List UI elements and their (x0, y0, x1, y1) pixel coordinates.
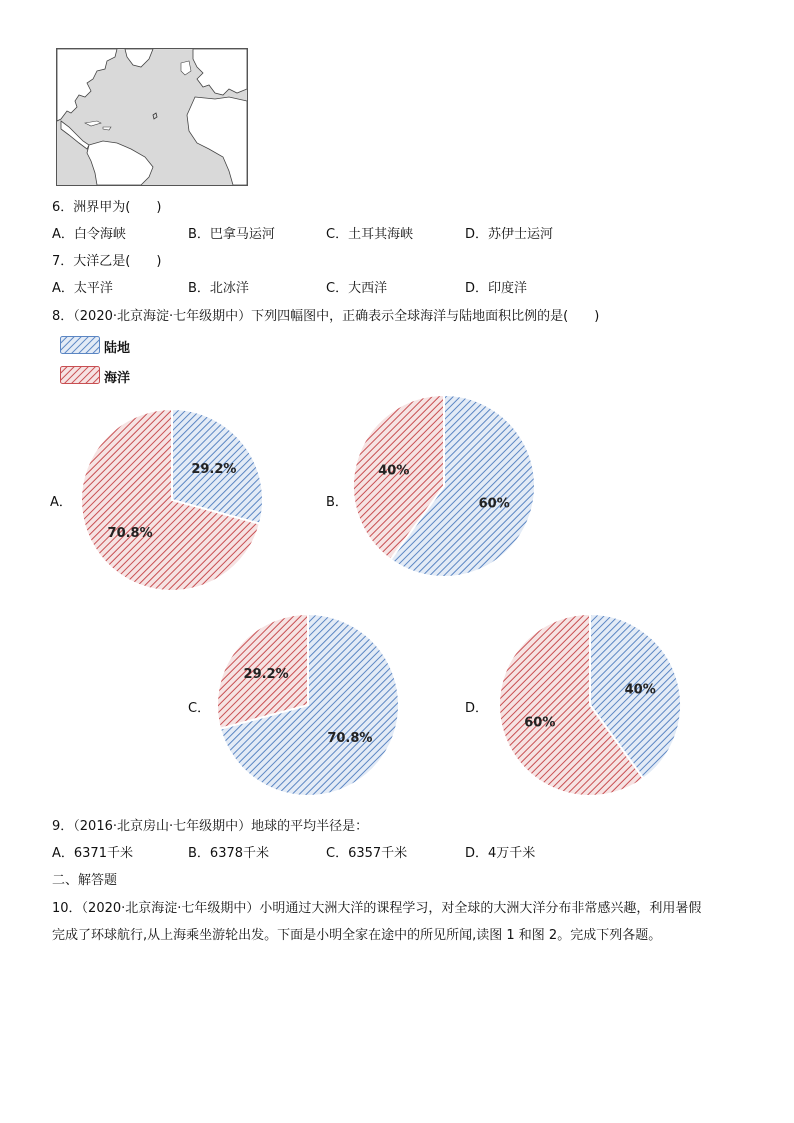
pie-data-label-land: 60% (478, 496, 510, 512)
section-heading: 二、解答题 (52, 873, 118, 888)
q6-stem: 6．洲界甲为( ) (52, 200, 162, 215)
pie-data-label-ocean: 60% (524, 715, 556, 731)
q9-option-a[interactable]: A．6371千米 (52, 846, 133, 861)
pie-c-option-label[interactable]: C． (188, 701, 211, 716)
q6-option-d[interactable]: D．苏伊士运河 (465, 227, 554, 242)
q9-option-c[interactable]: C．6357千米 (326, 846, 408, 861)
q9-option-b[interactable]: B．6378千米 (188, 846, 270, 861)
pie-a-option-label[interactable]: A． (50, 495, 72, 510)
pie-data-label-ocean: 29.2% (243, 666, 289, 682)
pie-data-label-land: 29.2% (191, 461, 237, 477)
q7-option-c[interactable]: C．大西洋 (326, 281, 388, 296)
pie-chart-b (342, 394, 546, 580)
legend-land-label: 陆地 (104, 341, 131, 356)
pie-b-option-label[interactable]: B． (326, 495, 348, 510)
pie-chart-d (488, 604, 692, 806)
q9-stem: 9．（2016·北京房山·七年级期中）地球的平均半径是： (52, 819, 369, 834)
q8-stem: 8．（2020·北京海淀·七年级期中）下列四幅图中，正确表示全球海洋与陆地面积比例的是( ) (52, 309, 600, 324)
legend-ocean-swatch (60, 366, 100, 384)
q7-option-a[interactable]: A．太平洋 (52, 281, 113, 296)
legend-ocean-label: 海洋 (104, 371, 131, 386)
q9-option-d[interactable]: D．4万千米 (465, 846, 536, 861)
pie-data-label-land: 70.8% (327, 731, 373, 747)
pie-data-label-land: 40% (624, 682, 656, 698)
pie-data-label-ocean: 70.8% (107, 526, 153, 542)
q6-option-a[interactable]: A．白令海峡 (52, 227, 126, 242)
atlantic-map (56, 48, 248, 186)
pie-chart-c (206, 604, 410, 806)
q7-option-d[interactable]: D．印度洋 (465, 281, 528, 296)
q6-option-c[interactable]: C．土耳其海峡 (326, 227, 414, 242)
pie-data-label-ocean: 40% (378, 463, 410, 479)
pie-d-option-label[interactable]: D． (465, 701, 489, 716)
legend-land-swatch (60, 336, 100, 354)
q7-stem: 7．大洋乙是( ) (52, 254, 162, 269)
q6-option-b[interactable]: B．巴拿马运河 (188, 227, 275, 242)
q10-line1: 10．（2020·北京海淀·七年级期中）小明通过大洲大洋的课程学习，对全球的大洲大洋分布非常感兴趣，利用暑假 (52, 901, 702, 916)
pie-chart-a (70, 398, 274, 602)
q7-option-b[interactable]: B．北冰洋 (188, 281, 249, 296)
q10-line2: 完成了环球航行,从上海乘坐游轮出发。下面是小明全家在途中的所见所闻,读图 1 和图 2。完成下列各题。 (52, 928, 662, 943)
